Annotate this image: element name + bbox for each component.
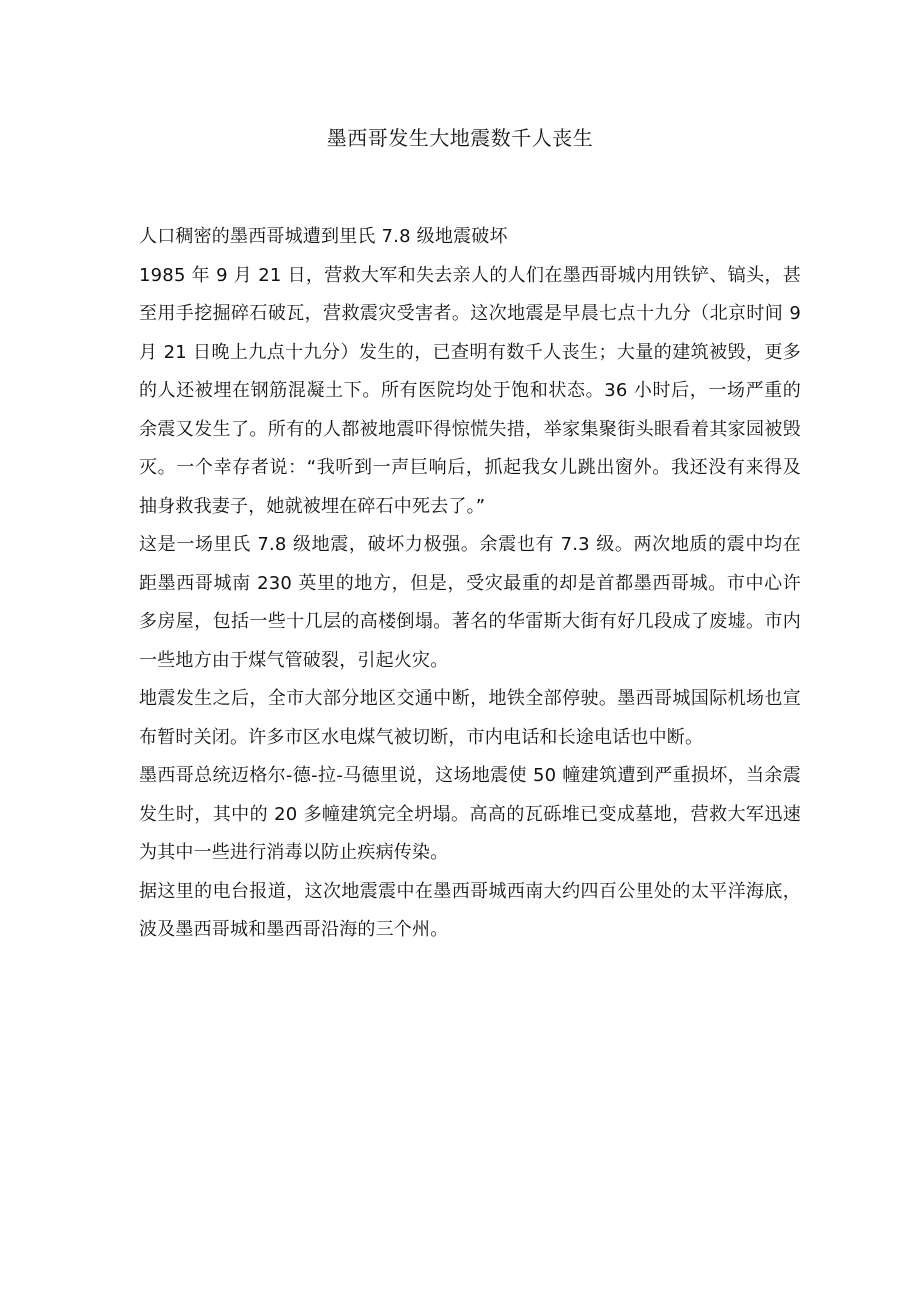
paragraph: 据这里的电台报道，这次地震震中在墨西哥城西南大约四百公里处的太平洋海底，波及墨西哥城和墨西哥沿海的三个州。 xyxy=(139,880,801,940)
paragraph: 地震发生之后，全市大部分地区交通中断，地铁全部停驶。墨西哥城国际机场也宣布暂时关闭。许多市区水电煤气被切断，市内电话和长途电话也中断。 xyxy=(139,688,801,748)
paragraph-subtitle: 人口稠密的墨西哥城遭到里氏 7.8 级地震破坏 xyxy=(139,226,508,247)
document-title: 墨西哥发生大地震数千人丧生 xyxy=(326,126,594,150)
paragraph: 这是一场里氏 7.8 级地震，破坏力极强。余震也有 7.3 级。两次地质的震中均在距墨西哥城南 230 英里的地方，但是，受灾最重的却是首都墨西哥城。市中心许多房屋，包括一些十几层的高楼倒塌。著名的华雷斯大街有好几段成了废墟。市内一些地方由于煤气管破裂，引起火灾。 xyxy=(139,534,801,671)
paragraph: 墨西哥总统迈格尔-德-拉-马德里说，这场地震使 50 幢建筑遭到严重损坏，当余震发生时，其中的 20 多幢建筑完全坍塌。高高的瓦砾堆已变成墓地，营救大军迅速为其中一些进行消毒以防止疾病传染。 xyxy=(139,765,801,863)
paragraph: 1985 年 9 月 21 日，营救大军和失去亲人的人们在墨西哥城内用铁铲、镐头，甚至用手挖掘碎石破瓦，营救震灾受害者。这次地震是早晨七点十九分（北京时间 9 月 21 日晚上九点十九分）发生的，已查明有数千人丧生；大量的建筑被毁，更多的人还被埋在钢筋混凝土下。所有医院均处于饱和状态。36 小时后，一场严重的余震又发生了。所有的人都被地震吓得惊慌失措，举家集聚街头眼看着其家园被毁灭。一个幸存者说：“我听到一声巨响后，抓起我女儿跳出窗外。我还没有来得及抽身救我妻子，她就被埋在碎石中死去了。” xyxy=(139,264,801,517)
document-body xyxy=(139,218,801,950)
